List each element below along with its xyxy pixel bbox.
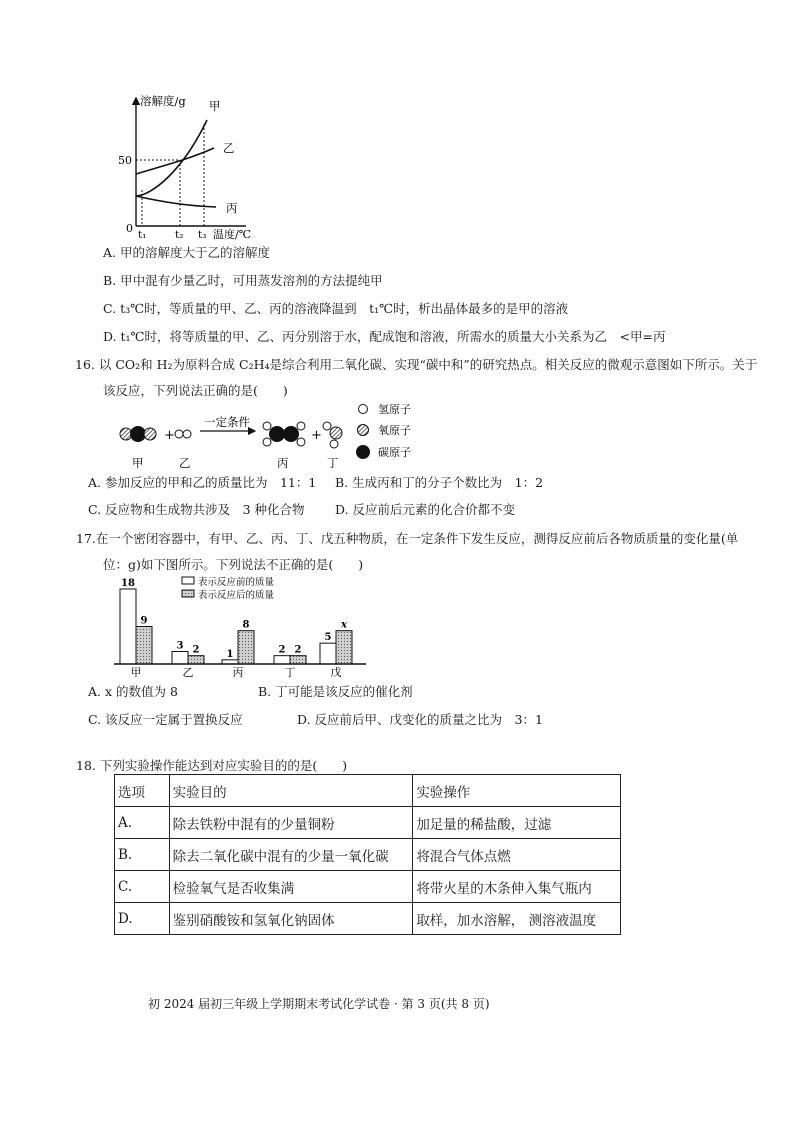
q15-option-b: B. 甲中混有少量乙时，可用蒸发溶剂的方法提纯甲	[103, 273, 383, 288]
legend-oxygen: 氧原子	[378, 424, 411, 437]
origin-label: 0	[126, 222, 133, 235]
molecule-yi	[175, 430, 191, 438]
atom-legend	[356, 402, 411, 459]
legend-before: 表示反应前的质量	[198, 577, 275, 588]
bar-after-0	[136, 627, 152, 665]
curve-jia	[136, 120, 207, 196]
q16-option-b: B. 生成丙和丁的分子个数比为 1：2	[335, 475, 544, 490]
experiment-table	[114, 774, 621, 935]
cell-option: A.	[115, 807, 170, 839]
cell-operation: 将带火星的木条伸入集气瓶内	[413, 871, 621, 903]
page-footer: 初 2024 届初三年级上学期期末考试化学试卷 · 第 3 页(共 8 页)	[148, 997, 490, 1011]
plus-1: +	[164, 428, 175, 443]
molecule-bing	[263, 422, 305, 446]
bar-value-label: 2	[192, 644, 200, 656]
cell-purpose: 除去二氧化碳中混有的少量一氧化碳	[169, 839, 413, 871]
q17-stem-line1: 17.在一个密闭容器中，有甲、乙、丙、丁、戊五种物质，在一定条件下发生反应，测得反应前后各物质质量的变化量(单	[76, 531, 739, 546]
bar-after-2	[238, 631, 254, 664]
table-row	[115, 871, 621, 903]
label-yi: 乙	[179, 456, 191, 470]
q15-option-a: A. 甲的溶解度大于乙的溶解度	[103, 245, 270, 260]
reaction-condition: 一定条件	[204, 415, 250, 429]
x-tick-t1: t₁	[138, 229, 147, 241]
table-header-row	[115, 775, 621, 807]
mass-change-bar-chart	[110, 575, 370, 680]
bar-value-label: 9	[140, 615, 148, 627]
bar-value-label: 8	[242, 619, 250, 631]
table-row	[115, 839, 621, 871]
table-row	[115, 903, 621, 935]
bar-after-3	[290, 656, 306, 664]
cell-operation: 加足量的稀盐酸，过滤	[413, 807, 621, 839]
q16-stem-line1: 16. 以 CO₂和 H₂为原料合成 C₂H₄是综合利用二氧化碳、实现“碳中和”的研究热点。相关反应的微观示意图如下所示。关于	[75, 357, 758, 372]
bar-before-1	[172, 652, 188, 665]
legend-hydrogen: 氢原子	[378, 403, 411, 416]
category-label: 乙	[182, 666, 194, 679]
bar-before-4	[320, 643, 336, 664]
bar-value-label: 3	[176, 640, 184, 652]
q16-stem-line2: 该反应，下列说法正确的是( )	[103, 383, 288, 398]
q17-stem-line2: 位：g)如下图所示。下列说法不正确的是( )	[103, 557, 364, 572]
curve-label-yi: 乙	[223, 141, 235, 155]
y-axis-label: 溶解度/g	[140, 94, 186, 108]
header-option: 选项	[115, 775, 170, 807]
label-bing: 丙	[277, 456, 289, 470]
curve-label-bing: 丙	[226, 201, 238, 215]
cell-purpose: 鉴别硝酸铵和氢氧化钠固体	[169, 903, 413, 935]
reaction-diagram	[110, 400, 430, 475]
bar-value-label: x	[341, 619, 347, 631]
curve-label-jia: 甲	[209, 99, 221, 113]
q17-option-a: A. x 的数值为 8	[88, 684, 178, 699]
legend-swatch-after	[182, 590, 194, 597]
table-row	[115, 807, 621, 839]
bar-value-label: 2	[278, 644, 286, 656]
y-tick-50: 50	[118, 154, 132, 167]
q17-option-d: D. 反应前后甲、戊变化的质量之比为 3：1	[297, 712, 543, 727]
bar-value-label: 1	[226, 648, 234, 660]
q18-stem: 18. 下列实验操作能达到对应实验目的的是( )	[76, 758, 348, 773]
label-jia: 甲	[132, 456, 144, 470]
q16-option-c: C. 反应物和生成物共涉及 3 种化合物	[88, 502, 305, 517]
solubility-graph	[112, 92, 252, 242]
q15-option-c: C. t₃℃时，等质量的甲、乙、丙的溶液降温到 t₁℃时，析出晶体最多的是甲的溶液	[103, 301, 569, 316]
category-label: 丁	[284, 666, 296, 679]
bar-value-label: 2	[294, 644, 302, 656]
q15-option-d: D. t₁℃时，将等质量的甲、乙、丙分别溶于水，配成饱和溶液，所需水的质量大小关系为乙 <甲=丙	[103, 329, 666, 344]
x-tick-t2: t₂	[175, 229, 184, 241]
bar-value-label: 18	[121, 578, 135, 589]
header-purpose: 实验目的	[169, 775, 413, 807]
bar-before-0	[120, 589, 136, 664]
cell-operation: 取样，加水溶解， 测溶液温度	[413, 903, 621, 935]
x-axis-label: 温度/℃	[213, 228, 252, 241]
bar-after-1	[188, 656, 204, 664]
cell-purpose: 除去铁粉中混有的少量铜粉	[169, 807, 413, 839]
legend-swatch-before	[182, 577, 194, 584]
plus-2: +	[311, 428, 322, 443]
molecule-jia	[120, 426, 156, 442]
bar-before-3	[274, 656, 290, 664]
cell-operation: 将混合气体点燃	[413, 839, 621, 871]
cell-purpose: 检验氧气是否收集满	[169, 871, 413, 903]
cell-option: D.	[115, 903, 170, 935]
label-ding: 丁	[327, 456, 339, 470]
q16-option-a: A. 参加反应的甲和乙的质量比为 11：1	[88, 475, 317, 490]
q16-option-d: D. 反应前后元素的化合价都不变	[335, 502, 516, 517]
legend-carbon: 碳原子	[378, 446, 411, 459]
x-tick-t3: t₃	[198, 229, 207, 241]
bar-value-label: 5	[324, 632, 332, 644]
header-operation: 实验操作	[413, 775, 621, 807]
bar-after-4	[336, 631, 352, 664]
cell-option: C.	[115, 871, 170, 903]
category-label: 戊	[330, 666, 342, 679]
category-label: 丙	[232, 666, 244, 679]
category-label: 甲	[130, 666, 142, 679]
cell-option: B.	[115, 839, 170, 871]
legend-after: 表示反应后的质量	[198, 590, 275, 601]
molecule-ding	[323, 422, 342, 448]
q17-option-b: B. 丁可能是该反应的催化剂	[258, 684, 413, 699]
q17-option-c: C. 该反应一定属于置换反应	[88, 712, 243, 727]
